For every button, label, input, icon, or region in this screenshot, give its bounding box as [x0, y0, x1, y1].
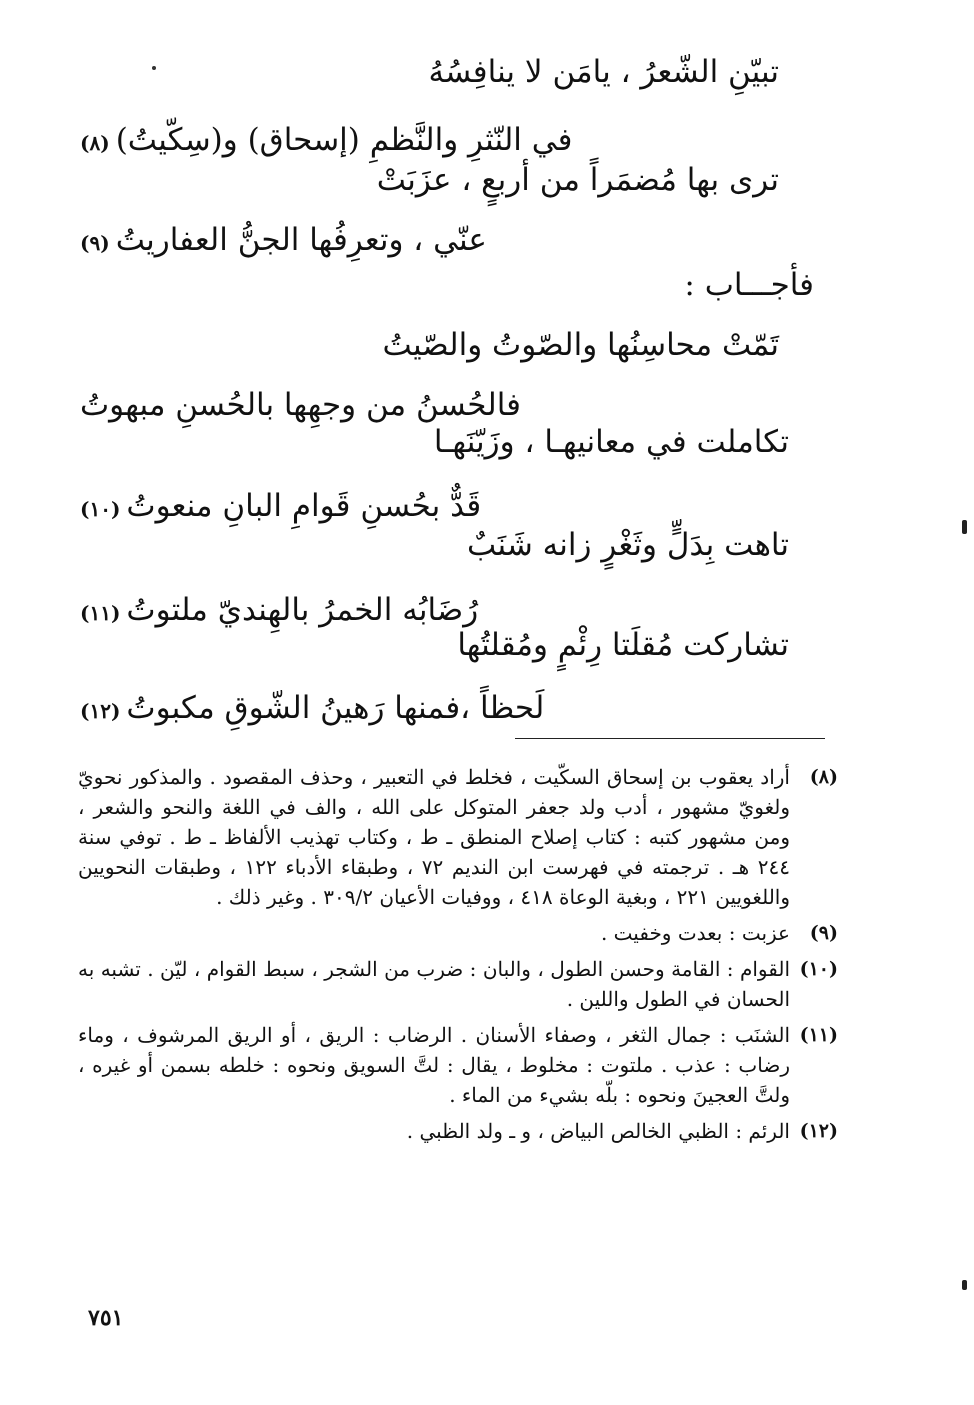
- scan-edge-mark: [962, 1280, 967, 1290]
- footnote-text: عزبت : بعدت وخفيت .: [600, 921, 790, 945]
- footnote: [78, 1020, 838, 1110]
- verse-text: لَحظاً ،فمنها رَهينُ الشّوقِ مكبوتُ: [126, 690, 545, 726]
- poem-line: [80, 120, 572, 163]
- verse-text: تاهت بِدَلٍّ وثَغْرٍ زانه شَنَبٌ: [467, 527, 789, 563]
- footnote-ref: (١٢): [80, 699, 121, 723]
- verse-text: قَدٌّ بحُسنِ قَوامِ البانِ منعوتُ: [126, 488, 482, 524]
- verse-text: فأجـــاب :: [684, 267, 814, 303]
- poem-line: [684, 265, 814, 305]
- verse-text: في النّثرِ والنَّظمِ (إسحاق) و(سِكّيتُ): [115, 122, 573, 158]
- footnote-text: القوام : القامة وحسن الطول ، والبان : ضرب من الشجر ، سبط القوام ، ليّن . تشبه به الحسان في الطول واللين .: [78, 957, 790, 1011]
- footnote-ref: (٨): [80, 131, 110, 155]
- verse-text: تَمّتْ محاسِنُها والصّوتُ والصّيتُ: [382, 327, 779, 363]
- footnote-text: أراد يعقوب بن إسحاق السكّيت ، فخلط في التعبير ، وحذف المقصود . والمذكور نحويّ ولغويّ مشهور ، أدب ولد جعفر المتوكل على الله ، والف في اللغة والنحو والشعر ، ومن مشهور كتبه : كتاب إصلاح المنطق ـ ط ، وكتاب تهذيب الألفاظ ـ ط . توفي سنة ٢٤٤ هـ . ترجمته في فهرست ابن النديم ٧٢ ، وطبقاء الأدباء ١٢٢ ، وطبقات النحويين واللغويين ٢٢١ ، وبغية الوعاة ٤١٨ ، ووفيات الأعيان ٣٠٩/٢ . وغير ذلك .: [78, 765, 791, 909]
- poem-line: [457, 625, 789, 665]
- verse-text: فالحُسنُ من وجهِها بالحُسنِ مبهوتُ: [80, 387, 521, 423]
- footnote-number: (١٢): [799, 1120, 838, 1142]
- poem-line: [377, 160, 779, 200]
- footnote-ref: (١٠): [80, 497, 121, 521]
- footnote: [78, 918, 838, 948]
- page-number: ٧٥١: [88, 1305, 124, 1331]
- footnote-number: (٨): [809, 766, 838, 788]
- verse-text: ترى بها مُضمَراً من أربعٍ ، عزَبَتْ: [376, 162, 779, 198]
- poem-line: [80, 385, 521, 425]
- footnote-text: الشنَب : جمال الثغر ، وصفاء الأسنان . الرضاب : الريق ، أو الريق المرشوف ، وماء رضاب : عذب . ملتوت : مخلوط ، يقال : لتَّ السويق ونحوه : خلطه بسمن أو غيره ، ولتَّ العجينَ ونحوه : بلّه بشيء من الماء .: [78, 1023, 790, 1107]
- footnotes: [78, 762, 838, 1152]
- verse-text: عنّي ، وتعرِفُها الجنُّ العفاريتُ: [115, 222, 487, 258]
- verse-text: تشاركت مُقلَتا رِئْمٍ ومُقلتُها: [457, 627, 789, 663]
- footnote-divider: [515, 738, 825, 739]
- poem-line: [80, 220, 487, 263]
- verse-text: رُضَابُه الخمرُ بالهِنديّ ملتوتُ: [126, 592, 479, 628]
- scan-speck: [152, 66, 156, 70]
- poem-line: [383, 325, 780, 365]
- poem-line: [434, 422, 789, 462]
- footnote-number: (١١): [799, 1024, 838, 1046]
- footnote: [78, 1116, 838, 1146]
- poem-line: [429, 52, 779, 92]
- verse-text: تكاملت في معانيهـا ، وزَيّنَهـا: [433, 424, 789, 460]
- footnote-ref: (٩): [80, 231, 110, 255]
- poem-line: [80, 590, 478, 633]
- footnote-number: (١٠): [799, 958, 838, 980]
- poem-line: [80, 486, 481, 529]
- poem-line: [467, 525, 789, 565]
- footnote: [78, 762, 838, 912]
- footnote-number: (٩): [809, 922, 838, 944]
- footnote: [78, 954, 838, 1014]
- scan-edge-mark: [962, 520, 967, 534]
- footnote-text: الرئم : الظبي الخالص البياض ، و ـ ولد الظبي .: [406, 1119, 790, 1143]
- footnote-ref: (١١): [80, 601, 121, 625]
- poem-line: [80, 688, 544, 731]
- verse-text: تبيّنِ الشّعرُ ، يامَن لا ينافِسُهُ: [428, 54, 779, 90]
